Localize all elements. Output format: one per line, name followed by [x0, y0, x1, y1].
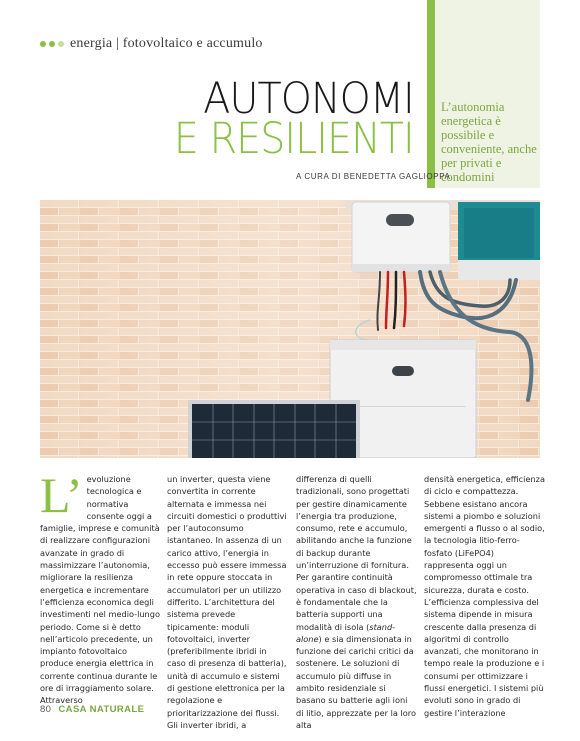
dot-icon: [49, 41, 55, 47]
accent-bar: [427, 0, 435, 188]
title-line-1: AUTONOMI: [203, 74, 414, 124]
page-footer: [40, 704, 144, 715]
dot-icon: [40, 41, 46, 47]
solar-panel: [188, 400, 360, 458]
article-column-2: [167, 473, 288, 731]
column-2-text: un inverter, questa viene convertita in corrente alternata e immessa nei circuiti domestici o produttivi per l’autoconsumo istantaneo. In assenza di un carico attivo, l’energia in eccesso può essere immessa in rete oppure stoccata in accumulatori per un utilizzo differito. L’architettura del sistema prevede tipicamente: moduli fotovoltaici, inverter (preferibilmente ibridi in caso di presenza di batteria), unità di accumulo e sistemi di gestione elettronica per la regolazione e prioritarizzazione dei flussi. Gli inverter ibridi, a: [167, 474, 287, 730]
kicker-dots: [40, 41, 64, 47]
article-column-3: [296, 473, 417, 731]
dropcap: L’: [40, 467, 83, 523]
dot-icon: [58, 41, 64, 47]
column-1-text: evoluzione tecnologica e normativa consente oggi a famiglie, imprese e comunità di realizzare configurazioni avanzate in grado di massimizzare l’autonomia, migliorare la resilienza energetica e incrementare l’efficienza economica degli investimenti nel medio-lungo periodo. Come si è detto nell’articolo precedente, un impianto fotovoltaico produce energia elettrica in corrente continua durante le ore di irraggiamento solare. Attraverso: [40, 474, 160, 706]
inverter: [352, 202, 450, 272]
column-4-text: densità energetica, efficienza di ciclo e compattezza. Sebbene esistano ancora sistemi a piombo e soluzioni emergenti a flusso o al sodio, la tecnologia litio-ferro-fosfato (LiFePO4) rappresenta oggi un compromesso ottimale tra sicurezza, durata e costo. L’efficienza complessiva del sistema dipende in misura crescente dalla presenza di algoritmi di controllo avanzati, che monitorano in tempo reale la produzione e i consumi per ottimizzare i flussi energetici. I sistemi più evoluti sono in grado di gestire l’interazione: [424, 474, 545, 718]
title-line-2: E RESILIENTI: [174, 114, 414, 164]
page-number: 80: [40, 704, 52, 715]
kicker-text: energia | fotovoltaico e accumulo: [70, 36, 263, 51]
article-column-1: [40, 467, 161, 707]
column-3-text: [296, 473, 417, 731]
hero-photo: [40, 200, 540, 458]
side-quote: L’autonomia energetica è possibile e conveniente, anche per privati e condomini: [441, 100, 537, 184]
column-3-text-a: differenza di quelli tradizionali, sono progettati per gestire dinamicamente l’energia tra produzione, consumo, rete e accumulo, abilitando anche la funzione di backup durante un’interruzione di fornitura. Per garantire continuità operativa in caso di blackout, è fondamentale che la batteria supporti una modalità di isola (: [296, 474, 417, 632]
byline: A CURA DI BENEDETTA GAGLIOPPA: [296, 172, 451, 181]
solar-inverter-battery-illustration: [40, 200, 540, 458]
column-3-text-b: ) e sia dimensionata in funzione dei carichi critici da sostenere. Le soluzioni di accumulo più diffuse in ambito residenziale si basano su batterie agli ioni di litio, apprezzate per la loro alta: [296, 633, 416, 730]
article-column-4: [424, 473, 545, 719]
magazine-name: CASA NATURALE: [58, 704, 145, 715]
column-3-emphasis: stand-alone: [296, 621, 396, 644]
kicker: [40, 36, 263, 52]
